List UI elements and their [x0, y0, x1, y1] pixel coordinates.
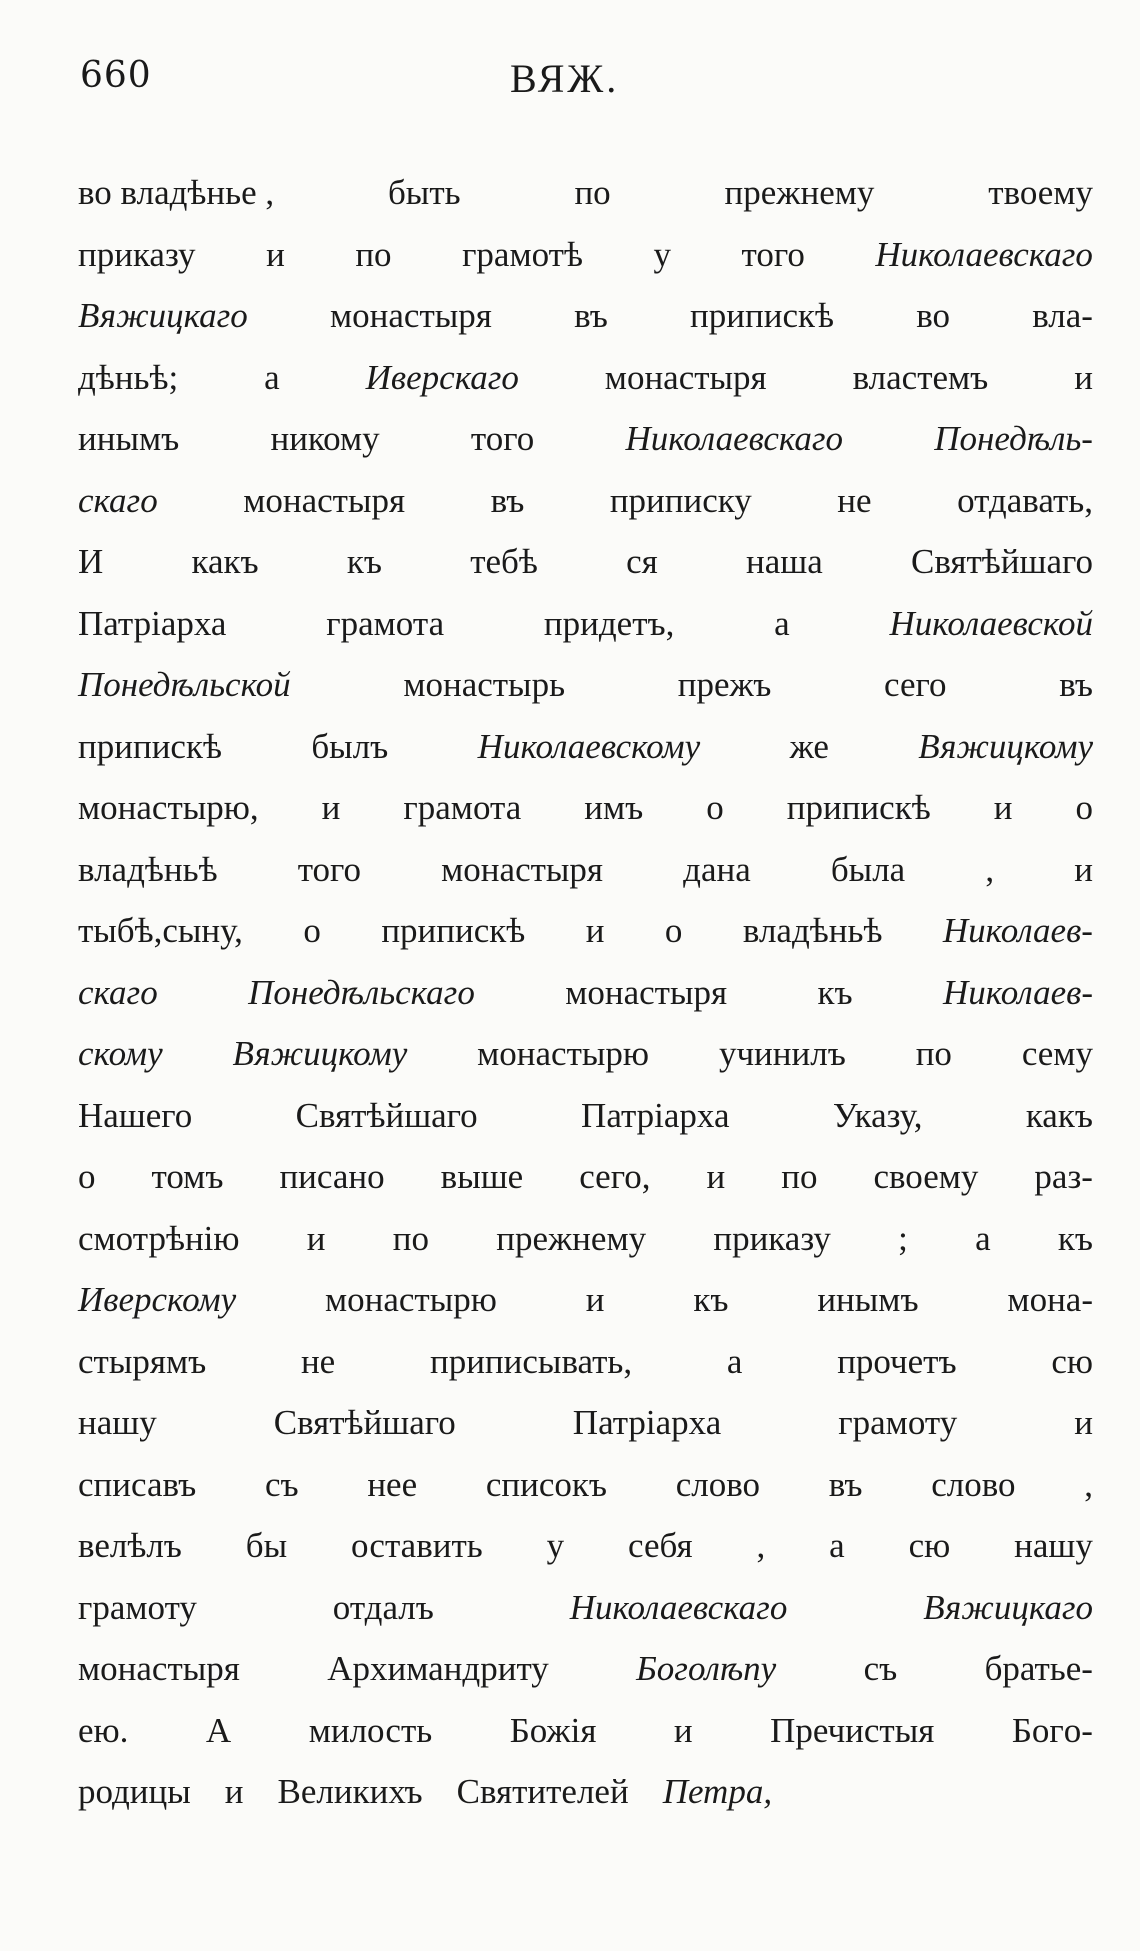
word: а — [726, 1341, 743, 1381]
word: Нашего — [78, 1095, 193, 1135]
text-line — [78, 408, 1093, 470]
text-line — [78, 1700, 1093, 1762]
word: грамотѣ — [462, 234, 583, 274]
italic-word: Петра, — [662, 1772, 773, 1811]
word: сего, — [579, 1157, 651, 1196]
word: ею. — [78, 1710, 129, 1750]
word: Божія — [509, 1710, 597, 1750]
word: того — [741, 234, 805, 274]
word: о — [1075, 788, 1093, 827]
italic-word: скаго — [78, 480, 158, 520]
word: Указу, — [832, 1095, 923, 1135]
text-line — [78, 1761, 1093, 1823]
word: А — [205, 1710, 232, 1750]
text-line — [78, 654, 1093, 716]
word: прежъ — [677, 665, 772, 704]
word: нашу — [78, 1403, 157, 1442]
word: а — [774, 603, 790, 643]
word: инымъ — [78, 419, 180, 458]
word: монастыря — [243, 480, 406, 520]
word: и — [224, 1772, 244, 1811]
text-line — [78, 1638, 1093, 1700]
word: ; — [898, 1218, 908, 1258]
word: къ — [693, 1280, 729, 1319]
running-head: ВЯЖ. — [510, 56, 620, 101]
word: придетъ, — [543, 603, 675, 643]
word: , — [756, 1526, 766, 1565]
word: у — [546, 1526, 565, 1565]
word: Святѣйшаго — [273, 1403, 456, 1442]
word: по — [574, 173, 611, 212]
word: списавъ — [78, 1464, 197, 1504]
word: того — [297, 849, 362, 889]
italic-word: Вяжицкаго — [78, 296, 248, 335]
text-line — [78, 839, 1093, 901]
word: владѣньѣ — [742, 911, 883, 950]
word: монастыря — [604, 357, 767, 397]
word: сего — [884, 665, 947, 704]
word: прочетъ — [837, 1341, 957, 1381]
word: тебѣ — [470, 542, 538, 581]
word: Святѣйшаго — [910, 542, 1093, 581]
italic-word: Вяжицкому — [918, 726, 1093, 766]
word: о — [664, 911, 683, 950]
word: сю — [1051, 1341, 1093, 1381]
text-line — [78, 1392, 1093, 1454]
word: во — [916, 296, 950, 335]
page-header — [80, 55, 1080, 115]
text-line — [78, 1515, 1093, 1577]
word: Святѣйшаго — [295, 1095, 478, 1135]
word: монастыря — [78, 1649, 240, 1688]
word: своему — [873, 1157, 979, 1196]
word: имъ — [584, 788, 644, 827]
italic-word: Николаев- — [942, 911, 1093, 950]
word: дѣньѣ; — [78, 357, 179, 397]
word: и — [321, 788, 341, 827]
word: прежнему — [724, 173, 875, 212]
word: припискѣ — [381, 911, 526, 950]
word: Святителей — [456, 1772, 629, 1811]
word: властемъ — [852, 357, 989, 397]
word: себя — [628, 1526, 693, 1565]
word: монастырь — [403, 665, 566, 704]
italic-word: Вяжицкому — [232, 1034, 408, 1073]
word: твоему — [988, 173, 1093, 212]
word: какъ — [1025, 1095, 1093, 1135]
word: по — [915, 1034, 952, 1073]
word: велѣлъ — [78, 1526, 182, 1565]
word: ся — [626, 542, 658, 581]
text-line — [78, 1023, 1093, 1085]
text-line — [78, 285, 1093, 347]
text-line — [78, 716, 1093, 778]
text-line — [78, 1085, 1093, 1147]
text-line — [78, 777, 1093, 839]
italic-word: Понедѣльскаго — [248, 972, 475, 1012]
word: же — [789, 726, 829, 766]
word: была — [830, 849, 906, 889]
word: мона- — [1007, 1280, 1093, 1319]
word: милость — [308, 1710, 433, 1750]
word: какъ — [191, 542, 259, 581]
text-line — [78, 347, 1093, 409]
word: а — [829, 1526, 845, 1565]
text-line — [78, 593, 1093, 655]
word: выше — [440, 1157, 524, 1196]
word: братье- — [984, 1649, 1093, 1688]
word: никому — [270, 419, 380, 458]
word: и — [585, 911, 605, 950]
word: приказу — [78, 234, 196, 274]
word: томъ — [151, 1157, 224, 1196]
word: къ — [346, 542, 382, 581]
italic-word: Вяжицкаго — [923, 1587, 1093, 1627]
word: по — [392, 1218, 429, 1258]
word: припискѣ — [690, 296, 834, 335]
word: Богo- — [1011, 1710, 1093, 1750]
text-line — [78, 531, 1093, 593]
text-line — [78, 470, 1093, 532]
word: во владѣнье , — [78, 173, 275, 212]
text-line — [78, 1269, 1093, 1331]
word: къ — [1057, 1218, 1093, 1258]
word: въ — [1059, 665, 1093, 704]
text-line — [78, 1577, 1093, 1639]
word: монастырю — [477, 1034, 650, 1073]
word: не — [300, 1341, 336, 1381]
italic-word: Николаевскаго — [625, 419, 844, 458]
italic-word: Николаевскому — [477, 726, 701, 766]
word: Великихъ — [277, 1772, 423, 1811]
word: того — [470, 419, 535, 458]
word: былъ — [311, 726, 389, 766]
italic-word: Иверскаго — [365, 357, 519, 397]
italic-word: Николаевской — [889, 603, 1093, 643]
word: и — [1074, 1403, 1093, 1442]
word: въ — [574, 296, 608, 335]
word: владѣньѣ — [78, 849, 218, 889]
word: Патріарха — [78, 603, 227, 643]
word: , — [1084, 1464, 1093, 1504]
word: Архимандриту — [327, 1649, 549, 1688]
word: родицы — [78, 1772, 191, 1811]
word: и — [585, 1280, 605, 1319]
word: а — [975, 1218, 991, 1258]
word: сю — [908, 1526, 951, 1565]
text-line — [78, 962, 1093, 1024]
word: нее — [367, 1464, 418, 1504]
italic-word: Николаевскаго — [569, 1587, 788, 1627]
word: въ — [828, 1464, 863, 1504]
italic-word: Николаев- — [942, 972, 1093, 1012]
word: къ — [817, 972, 853, 1012]
text-line — [78, 1454, 1093, 1516]
word: и — [1074, 849, 1093, 889]
word: припискѣ — [78, 726, 222, 766]
italic-word: Понедѣль- — [934, 419, 1093, 458]
word: слово — [931, 1464, 1016, 1504]
word: грамота — [403, 788, 522, 827]
body-text — [78, 162, 1093, 1823]
word: съ — [264, 1464, 299, 1504]
word: монастырю, — [78, 788, 259, 827]
text-line — [78, 1208, 1093, 1270]
word: монастыря — [565, 972, 728, 1012]
word: монастырю — [324, 1280, 497, 1319]
word: Пречистыя — [770, 1710, 935, 1750]
italic-word: Понедѣльской — [78, 665, 291, 704]
word: не — [837, 480, 872, 520]
word: грамоту — [78, 1587, 197, 1627]
word: по — [781, 1157, 818, 1196]
word: бы — [245, 1526, 288, 1565]
word: наша — [745, 542, 823, 581]
word: о — [706, 788, 724, 827]
word: вла- — [1032, 296, 1093, 335]
word: быть — [388, 173, 461, 212]
word: стырямъ — [78, 1341, 207, 1381]
word: инымъ — [817, 1280, 919, 1319]
word: отдалъ — [332, 1587, 434, 1627]
word: оставить — [351, 1526, 483, 1565]
italic-word: скаго — [78, 972, 158, 1012]
word: грамоту — [838, 1403, 958, 1442]
text-line — [78, 162, 1093, 224]
word: монастыря — [441, 849, 604, 889]
word: въ — [490, 480, 525, 520]
word: приписывать, — [429, 1341, 633, 1381]
word: слово — [675, 1464, 761, 1504]
word: смотрѣнію — [78, 1218, 240, 1258]
word: приписку — [609, 480, 752, 520]
word: Патріарха — [572, 1403, 722, 1442]
word: припискѣ — [786, 788, 931, 827]
word: нашу — [1014, 1526, 1093, 1565]
word: сему — [1021, 1034, 1093, 1073]
word: монастыря — [330, 296, 492, 335]
word: и — [993, 788, 1013, 827]
word: писано — [279, 1157, 385, 1196]
word: у — [653, 234, 671, 274]
word: и — [673, 1710, 693, 1750]
word: раз- — [1034, 1157, 1093, 1196]
italic-word: Николаевскаго — [875, 234, 1093, 274]
word: по — [355, 234, 392, 274]
word: и — [706, 1157, 726, 1196]
italic-word: скому — [78, 1034, 163, 1073]
word: прежнему — [496, 1218, 647, 1258]
word: дана — [683, 849, 751, 889]
word: приказу — [713, 1218, 831, 1258]
word: о — [303, 911, 321, 950]
word: учинилъ — [718, 1034, 846, 1073]
word: тыбѣ,сыну, — [78, 911, 243, 950]
word: , — [985, 849, 995, 889]
word: а — [264, 357, 280, 397]
italic-word: Иверскому — [78, 1280, 237, 1319]
page-number: 660 — [80, 55, 152, 96]
text-line — [78, 900, 1093, 962]
word: отдавать, — [957, 480, 1093, 520]
word: списокъ — [485, 1464, 607, 1504]
word: и — [306, 1218, 326, 1258]
italic-word: Боголѣпу — [636, 1649, 777, 1688]
text-line — [78, 1146, 1093, 1208]
word: грамота — [326, 603, 445, 643]
word: и — [1074, 357, 1093, 397]
word: и — [266, 234, 285, 274]
text-line — [78, 224, 1093, 286]
word: о — [78, 1157, 96, 1196]
word: И — [78, 542, 104, 581]
word: Патріарха — [581, 1095, 730, 1135]
text-line — [78, 1331, 1093, 1393]
word: съ — [863, 1649, 898, 1688]
